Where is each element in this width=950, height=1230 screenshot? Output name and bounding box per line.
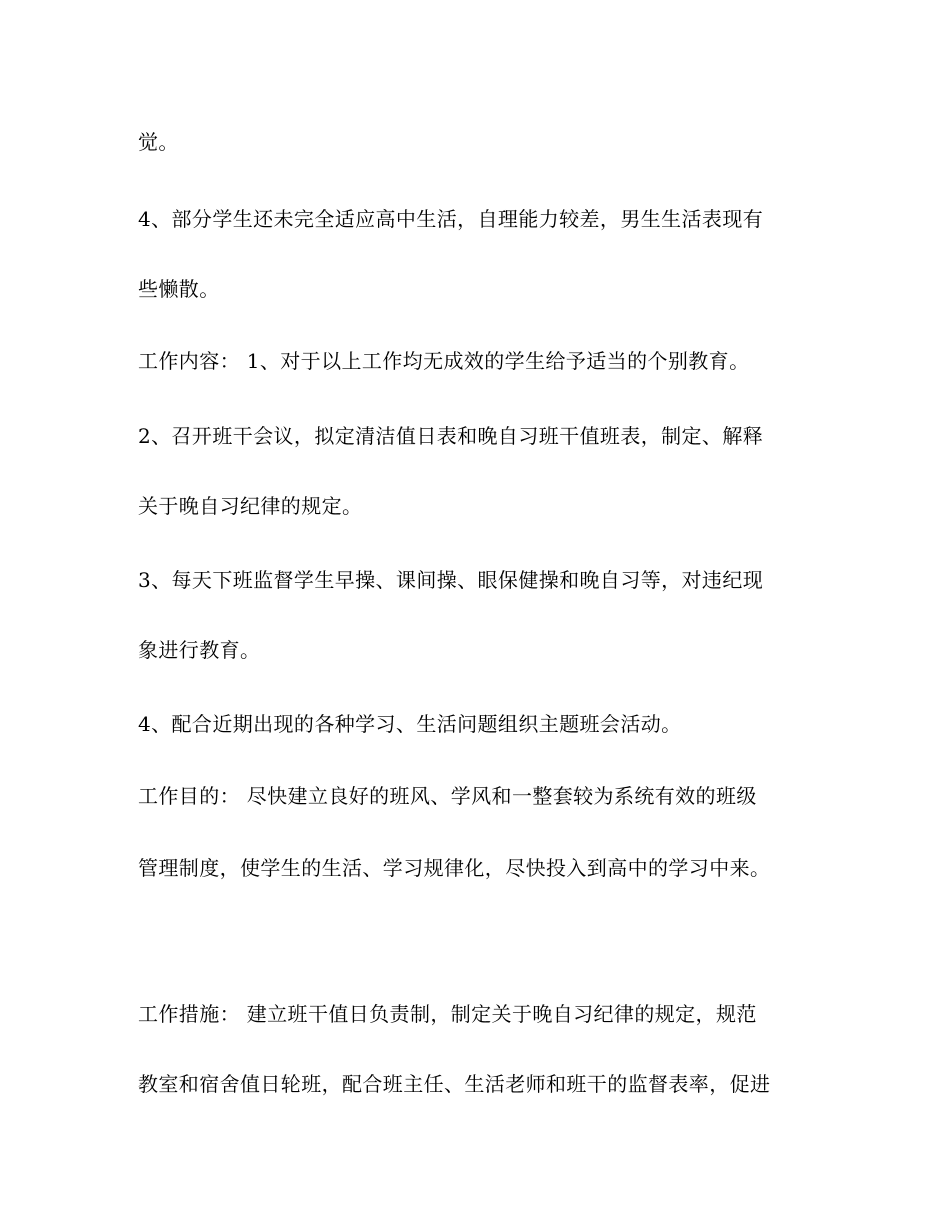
text-line: 工作内容： 1、对于以上工作均无成效的学生给予适当的个别教育。	[138, 349, 750, 373]
text-line: 觉。	[138, 130, 179, 154]
text-line: 4、部分学生还未完全适应高中生活，自理能力较差，男生生活表现有	[138, 207, 764, 231]
text-line: 4、配合近期出现的各种学习、生活问题组织主题班会活动。	[138, 712, 682, 736]
text-line: 象进行教育。	[138, 638, 261, 662]
text-line: 教室和宿舍值日轮班，配合班主任、生活老师和班干的监督表率，促进	[138, 1072, 771, 1096]
text-line: 管理制度，使学生的生活、学习规律化，尽快投入到高中的学习中来。	[138, 856, 771, 880]
text-line: 工作目的： 尽快建立良好的班风、学风和一整套较为系统有效的班级	[138, 784, 757, 808]
text-line: 3、每天下班监督学生早操、课间操、眼保健操和晚自习等，对违纪现	[138, 568, 764, 592]
text-line: 些懒散。	[138, 277, 220, 301]
text-line: 工作措施： 建立班干值日负责制，制定关于晚自习纪律的规定，规范	[138, 1002, 757, 1026]
text-line: 关于晚自习纪律的规定。	[138, 494, 363, 518]
text-line: 2、召开班干会议，拟定清洁值日表和晚自习班干值班表，制定、解释	[138, 424, 764, 448]
